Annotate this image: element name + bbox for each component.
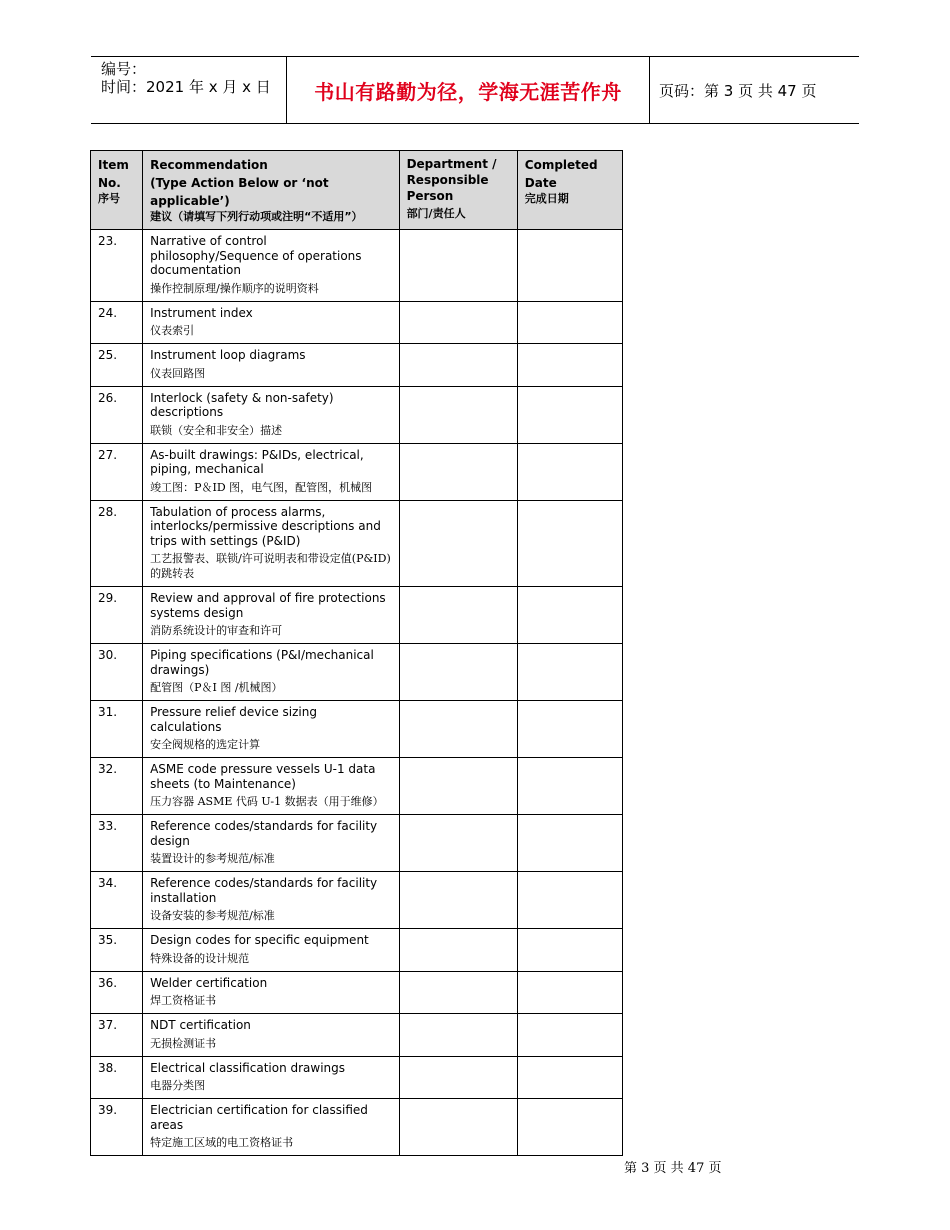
header-recommendation-cn: 建议（请填写下列行动项或注明“不适用”） xyxy=(150,210,363,223)
department-cell[interactable] xyxy=(399,386,517,443)
completed-date-cell[interactable] xyxy=(517,872,622,929)
completed-date-cell[interactable] xyxy=(517,386,622,443)
table-row xyxy=(91,301,623,344)
item-no: 25. xyxy=(98,348,118,362)
item-no-cell xyxy=(91,301,143,344)
completed-date-cell[interactable] xyxy=(517,1014,622,1057)
recommendation-cell xyxy=(143,1099,399,1156)
department-cell[interactable] xyxy=(399,1099,517,1156)
header-page-code: 页码：第 3 页 共 47 页 xyxy=(659,81,817,100)
recommendation-cell xyxy=(143,758,399,815)
item-no-cell xyxy=(91,1014,143,1057)
recommendation-cn: 配管图（P＆I 图 /机械图） xyxy=(150,681,283,694)
item-no-cell xyxy=(91,1099,143,1156)
recommendation-cell xyxy=(143,872,399,929)
recommendation-cell xyxy=(143,971,399,1014)
item-no-cell xyxy=(91,815,143,872)
table-header-row xyxy=(91,151,623,230)
header-item-cn: 序号 xyxy=(98,192,120,205)
recommendation-en: Review and approval of fire protections systems design xyxy=(150,591,386,620)
recommendation-cn: 焊工资格证书 xyxy=(150,994,217,1007)
recommendation-cn: 联锁（安全和非安全）描述 xyxy=(150,423,283,437)
header-completed-cn: 完成日期 xyxy=(524,192,569,205)
completed-date-cell[interactable] xyxy=(517,758,622,815)
item-no: 26. xyxy=(98,390,118,405)
recommendation-en: As-built drawings: P&IDs, electrical, piping, mechanical xyxy=(150,447,364,476)
completed-date-cell[interactable] xyxy=(517,1099,622,1156)
recommendation-en: Tabulation of process alarms, interlocks/permissive descriptions and trips with settings (P&ID) xyxy=(150,504,381,548)
table-row xyxy=(91,1056,623,1099)
table-row xyxy=(91,500,623,587)
recommendation-cn: 安全阀规格的选定计算 xyxy=(150,738,261,751)
table-row xyxy=(91,971,623,1014)
header-motto-cell xyxy=(287,57,650,123)
item-no-cell xyxy=(91,1056,143,1099)
item-no: 33. xyxy=(98,819,118,833)
item-no: 23. xyxy=(98,234,118,248)
recommendation-cn: 消防系统设计的审查和许可 xyxy=(150,624,283,637)
recommendation-cn: 仪表索引 xyxy=(150,324,195,337)
recommendation-en: Welder certification xyxy=(150,975,268,990)
recommendation-cell xyxy=(143,1014,399,1057)
recommendation-en: Electrician certification for classified areas xyxy=(150,1103,368,1132)
recommendation-cn: 设备安装的参考规范/标准 xyxy=(150,909,275,922)
department-cell[interactable] xyxy=(399,872,517,929)
recommendation-cn: 无损检测证书 xyxy=(150,1036,217,1050)
item-no: 24. xyxy=(98,305,118,320)
item-no-cell xyxy=(91,500,143,587)
item-no: 38. xyxy=(98,1060,118,1075)
header-page-cell xyxy=(650,57,859,123)
completed-date-cell[interactable] xyxy=(517,500,622,587)
table-row xyxy=(91,929,623,972)
table-row xyxy=(91,1014,623,1057)
department-cell[interactable] xyxy=(399,929,517,972)
recommendation-table xyxy=(90,150,623,1156)
recommendation-en: NDT certification xyxy=(150,1018,251,1032)
item-no-cell xyxy=(91,929,143,972)
item-no: 35. xyxy=(98,933,118,947)
recommendation-en: Instrument loop diagrams xyxy=(150,348,306,362)
completed-date-cell[interactable] xyxy=(517,1056,622,1099)
page-header xyxy=(91,56,859,124)
item-no: 36. xyxy=(98,975,118,990)
header-recommendation-en-2: (Type Action Below or ‘not applicable’) xyxy=(150,176,329,208)
completed-date-cell[interactable] xyxy=(517,301,622,344)
department-cell[interactable] xyxy=(399,443,517,500)
department-cell[interactable] xyxy=(399,1014,517,1057)
item-no-cell xyxy=(91,644,143,701)
item-no-cell xyxy=(91,587,143,644)
item-no: 34. xyxy=(98,876,118,890)
recommendation-cell xyxy=(143,301,399,344)
table-row xyxy=(91,386,623,443)
header-completed-en-2: Date xyxy=(524,176,557,190)
table-row xyxy=(91,815,623,872)
item-no: 32. xyxy=(98,762,118,776)
document-code-label: 编号： xyxy=(101,60,147,78)
recommendation-cell xyxy=(143,587,399,644)
department-cell[interactable] xyxy=(399,301,517,344)
document-time-label: 时间：2021 年 x 月 x 日 xyxy=(101,78,271,96)
department-cell[interactable] xyxy=(399,230,517,302)
item-no-cell xyxy=(91,344,143,387)
header-completed-date xyxy=(517,151,622,230)
table-row xyxy=(91,872,623,929)
header-recommendation-en-1: Recommendation xyxy=(150,158,268,172)
recommendation-en: Instrument index xyxy=(150,305,253,320)
item-no-cell xyxy=(91,230,143,302)
header-info-cell xyxy=(91,57,287,123)
department-cell[interactable] xyxy=(399,701,517,758)
recommendation-en: Interlock (safety & non-safety) descriptions xyxy=(150,390,334,419)
recommendation-cn: 竣工图：P＆ID 图，电气图，配管图，机械图 xyxy=(150,480,373,494)
item-no: 28. xyxy=(98,504,118,519)
table-row xyxy=(91,701,623,758)
header-department-en: Department / Responsible Person xyxy=(406,157,497,203)
recommendation-cn: 仪表回路图 xyxy=(150,366,206,380)
header-department xyxy=(399,151,517,230)
department-cell[interactable] xyxy=(399,587,517,644)
recommendation-cn: 电器分类图 xyxy=(150,1079,206,1092)
header-item-en-1: Item xyxy=(98,158,129,172)
recommendation-en: Narrative of control philosophy/Sequence of operations documentation xyxy=(150,234,362,277)
item-no-cell xyxy=(91,872,143,929)
item-no: 31. xyxy=(98,705,118,719)
recommendation-en: Design codes for specific equipment xyxy=(150,933,369,947)
recommendation-cell xyxy=(143,344,399,387)
recommendation-cell xyxy=(143,500,399,587)
completed-date-cell[interactable] xyxy=(517,815,622,872)
item-no: 29. xyxy=(98,591,118,605)
recommendation-en: Pressure relief device sizing calculations xyxy=(150,705,317,734)
table-row xyxy=(91,344,623,387)
recommendation-en: Reference codes/standards for facility design xyxy=(150,819,378,848)
item-no-cell xyxy=(91,758,143,815)
table-row xyxy=(91,443,623,500)
department-cell[interactable] xyxy=(399,644,517,701)
department-cell[interactable] xyxy=(399,344,517,387)
completed-date-cell[interactable] xyxy=(517,929,622,972)
recommendation-cell xyxy=(143,230,399,302)
recommendation-cn: 工艺报警表、联锁/许可说明表和带设定值(P&ID)的跳转表 xyxy=(150,552,391,580)
department-cell[interactable] xyxy=(399,971,517,1014)
department-cell[interactable] xyxy=(399,758,517,815)
recommendation-cell xyxy=(143,929,399,972)
completed-date-cell[interactable] xyxy=(517,443,622,500)
header-completed-en-1: Completed xyxy=(524,158,598,172)
header-item-en-2: No. xyxy=(98,176,121,190)
recommendation-cn: 压力容器 ASME 代码 U-1 数据表（用于维修） xyxy=(150,795,384,808)
recommendation-cn: 操作控制原理/操作顺序的说明资料 xyxy=(150,281,319,295)
header-motto: 书山有路勤为径，学海无涯苦作舟 xyxy=(314,79,622,104)
completed-date-cell[interactable] xyxy=(517,344,622,387)
recommendation-cell xyxy=(143,386,399,443)
header-recommendation xyxy=(143,151,399,230)
header-item-no xyxy=(91,151,143,230)
recommendation-cell xyxy=(143,701,399,758)
completed-date-cell[interactable] xyxy=(517,701,622,758)
recommendation-cn: 特定施工区域的电工资格证书 xyxy=(150,1136,294,1149)
department-cell[interactable] xyxy=(399,815,517,872)
table-row xyxy=(91,587,623,644)
item-no-cell xyxy=(91,443,143,500)
recommendation-cell xyxy=(143,644,399,701)
table-row xyxy=(91,644,623,701)
item-no-cell xyxy=(91,386,143,443)
table-row xyxy=(91,1099,623,1156)
item-no: 30. xyxy=(98,648,118,662)
completed-date-cell[interactable] xyxy=(517,587,622,644)
recommendation-en: Electrical classification drawings xyxy=(150,1060,346,1075)
header-department-cn: 部门/责任人 xyxy=(406,207,466,220)
recommendation-en: Reference codes/standards for facility installation xyxy=(150,876,378,905)
department-cell[interactable] xyxy=(399,500,517,587)
recommendation-cell xyxy=(143,815,399,872)
recommendation-cell xyxy=(143,443,399,500)
recommendation-cn: 装置设计的参考规范/标准 xyxy=(150,852,275,865)
recommendation-cell xyxy=(143,1056,399,1099)
recommendation-en: ASME code pressure vessels U-1 data sheets (to Maintenance) xyxy=(150,762,376,791)
completed-date-cell[interactable] xyxy=(517,971,622,1014)
recommendation-en: Piping specifications (P&I/mechanical drawings) xyxy=(150,648,374,677)
completed-date-cell[interactable] xyxy=(517,644,622,701)
item-no: 39. xyxy=(98,1103,118,1117)
table-row xyxy=(91,230,623,302)
item-no: 27. xyxy=(98,447,118,462)
item-no-cell xyxy=(91,701,143,758)
page-footer: 第 3 页 共 47 页 xyxy=(624,1161,722,1176)
item-no: 37. xyxy=(98,1018,118,1032)
table-row xyxy=(91,758,623,815)
recommendation-cn: 特殊设备的设计规范 xyxy=(150,951,250,965)
department-cell[interactable] xyxy=(399,1056,517,1099)
item-no-cell xyxy=(91,971,143,1014)
completed-date-cell[interactable] xyxy=(517,230,622,302)
